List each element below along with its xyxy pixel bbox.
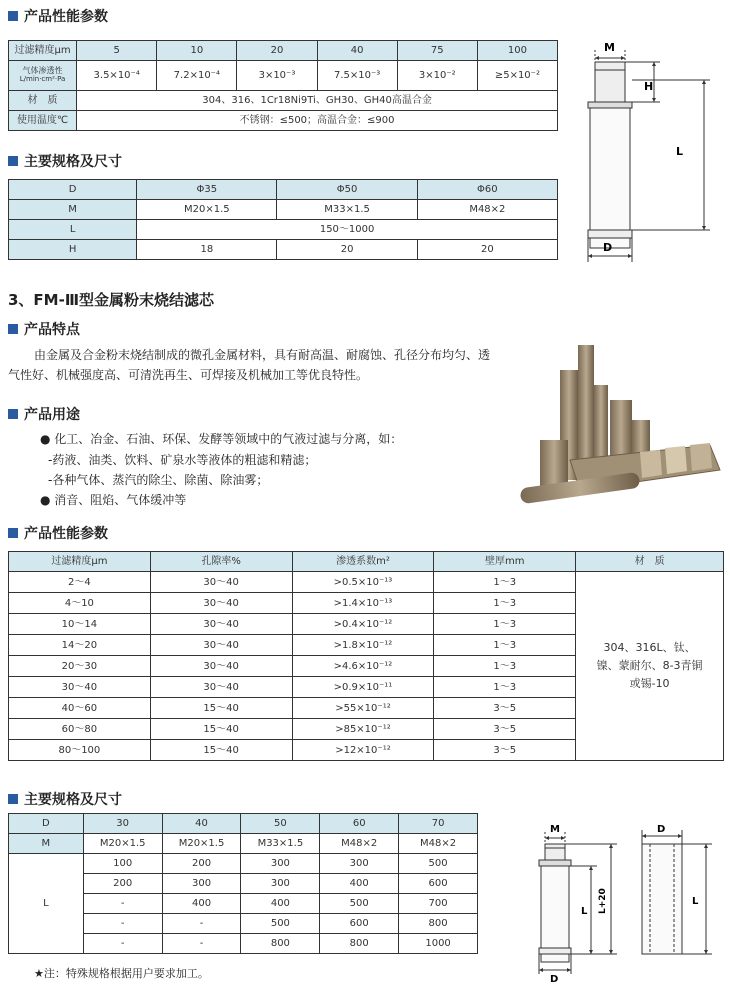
table-cell: 500 — [320, 894, 399, 914]
section-title-specs: 主要规格及尺寸 — [8, 151, 122, 171]
table-cell: M33×1.5 — [277, 200, 417, 220]
filter-dimension-diagram-2 — [525, 822, 625, 984]
table-cell: 400 — [241, 894, 320, 914]
table-cell: 3～5 — [434, 698, 576, 719]
table-cell: 不锈钢：≤500；高温合金：≤900 — [77, 111, 558, 131]
table-cell: 800 — [399, 914, 478, 934]
table-cell: 渗透系数m² — [292, 552, 434, 572]
table-cell: M48×2 — [417, 200, 557, 220]
dim-label-l-plus-20: L+20 — [598, 888, 608, 914]
dim-label-l: L — [676, 145, 684, 158]
table-cell: 10 — [157, 41, 237, 61]
table-cell: >85×10⁻¹² — [292, 719, 434, 740]
table-cell: ≥5×10⁻² — [477, 61, 557, 91]
dim-label-m: M — [604, 41, 615, 54]
table-cell: 3～5 — [434, 719, 576, 740]
dim-label-d: D — [657, 824, 666, 835]
square-bullet-icon — [8, 528, 18, 538]
table-cell: >0.4×10⁻¹² — [292, 614, 434, 635]
table-cell: 气体渗透性 L/min·cm²·Pa — [9, 61, 77, 91]
table-cell: >12×10⁻¹² — [292, 740, 434, 761]
table-cell: L — [9, 220, 137, 240]
section-3-heading: 3、FM-Ⅲ型金属粉末烧结滤芯 — [8, 291, 215, 309]
table-cell: 20 — [277, 240, 417, 260]
table-cell: 40 — [162, 814, 241, 834]
table-cell: 300 — [241, 874, 320, 894]
table-cell: 300 — [162, 874, 241, 894]
table-cell: >1.4×10⁻¹³ — [292, 593, 434, 614]
table-cell: 15～40 — [150, 740, 292, 761]
table-cell: >55×10⁻¹² — [292, 698, 434, 719]
performance-table-1 — [8, 40, 558, 131]
table-cell: 1～3 — [434, 572, 576, 593]
product-photo — [510, 340, 725, 515]
usage-item: -药液、油类、饮料、矿泉水等液体的粗滤和精滤； — [48, 453, 317, 467]
performance-table-2 — [8, 551, 724, 761]
section-title-performance: 产品性能参数 — [8, 6, 108, 26]
table-cell: M20×1.5 — [83, 834, 162, 854]
table-cell: 30～40 — [150, 614, 292, 635]
table-cell: 材 质 — [576, 552, 724, 572]
features-paragraph: 由金属及合金粉末烧结制成的微孔金属材料，具有耐高温、耐腐蚀、孔径分布均匀、透气性好、机械强度高、可清洗再生、可焊接及机械加工等优良特性。 — [8, 348, 491, 382]
table-cell: 30～40 — [150, 572, 292, 593]
table-cell: 40～60 — [9, 698, 151, 719]
usage-item: ● 消音、阻焰、气体缓冲等 — [40, 493, 187, 507]
table-cell: 过滤精度μm — [9, 552, 151, 572]
square-bullet-icon — [8, 794, 18, 804]
square-bullet-icon — [8, 11, 18, 21]
table-cell: 3×10⁻² — [397, 61, 477, 91]
dim-label-m: M — [550, 824, 560, 835]
spec-table-1 — [8, 179, 558, 260]
table-cell: 800 — [320, 934, 399, 954]
square-bullet-icon — [8, 324, 18, 334]
table-cell: 1～3 — [434, 614, 576, 635]
table-cell: Φ35 — [137, 180, 277, 200]
table-cell: 过滤精度μm — [9, 41, 77, 61]
table-cell: 10～14 — [9, 614, 151, 635]
spec-table-2 — [8, 813, 478, 954]
table-cell: 300 — [320, 854, 399, 874]
table-cell: >0.5×10⁻¹³ — [292, 572, 434, 593]
section-title-performance-2: 产品性能参数 — [8, 523, 108, 543]
table-cell: 200 — [83, 874, 162, 894]
table-cell: 1～3 — [434, 656, 576, 677]
table-cell: 1000 — [399, 934, 478, 954]
table-cell: L — [9, 854, 84, 954]
table-cell: 材 质 — [9, 91, 77, 111]
table-cell: 70 — [399, 814, 478, 834]
table-cell: 304、316、1Cr18Ni9Ti、GH30、GH40高温合金 — [77, 91, 558, 111]
dim-label-h: H — [644, 80, 654, 93]
table-cell: 30～40 — [150, 656, 292, 677]
table-cell: 30 — [83, 814, 162, 834]
table-cell: 孔隙率% — [150, 552, 292, 572]
table-cell: 20～30 — [9, 656, 151, 677]
table-cell: 400 — [320, 874, 399, 894]
table-cell: 3.5×10⁻⁴ — [77, 61, 157, 91]
table-cell: 60～80 — [9, 719, 151, 740]
table-cell: 60 — [320, 814, 399, 834]
dim-label-d: D — [550, 974, 559, 984]
square-bullet-icon — [8, 156, 18, 166]
square-bullet-icon — [8, 409, 18, 419]
table-cell: - — [83, 914, 162, 934]
material-cell: 304、316L、钛、 镍、蒙耐尔、8-3青铜 或锡-10 — [576, 572, 724, 761]
table-cell: 1～3 — [434, 677, 576, 698]
table-cell: 80～100 — [9, 740, 151, 761]
table-cell: 7.5×10⁻³ — [317, 61, 397, 91]
table-cell: M48×2 — [320, 834, 399, 854]
section-title-usage: 产品用途 — [8, 404, 80, 424]
section-title-specs-2: 主要规格及尺寸 — [8, 789, 122, 809]
table-cell: 50 — [241, 814, 320, 834]
table-cell: 100 — [477, 41, 557, 61]
table-cell: 20 — [417, 240, 557, 260]
table-cell: 2～4 — [9, 572, 151, 593]
usage-item: ● 化工、冶金、石油、环保、发酵等领域中的气液过滤与分离，如： — [40, 432, 403, 446]
table-cell: - — [162, 934, 241, 954]
table-cell: 200 — [162, 854, 241, 874]
table-cell: 3～5 — [434, 740, 576, 761]
table-cell: M20×1.5 — [137, 200, 277, 220]
dim-label-l: L — [692, 896, 699, 907]
section-title-features: 产品特点 — [8, 319, 80, 339]
table-cell: M — [9, 834, 84, 854]
table-cell: 15～40 — [150, 719, 292, 740]
table-cell: 700 — [399, 894, 478, 914]
table-cell: 30～40 — [9, 677, 151, 698]
table-cell: 500 — [241, 914, 320, 934]
table-cell: 40 — [317, 41, 397, 61]
table-cell: 500 — [399, 854, 478, 874]
table-cell: Φ60 — [417, 180, 557, 200]
table-cell: M48×2 — [399, 834, 478, 854]
table-cell: - — [83, 934, 162, 954]
table-cell: 600 — [320, 914, 399, 934]
table-cell: >0.9×10⁻¹¹ — [292, 677, 434, 698]
table-cell: 18 — [137, 240, 277, 260]
table-cell: Φ50 — [277, 180, 417, 200]
table-cell: 100 — [83, 854, 162, 874]
table-cell: M33×1.5 — [241, 834, 320, 854]
footnote: ★注：特殊规格根据用户要求加工。 — [34, 967, 209, 980]
table-cell: 20 — [237, 41, 317, 61]
table-cell: 5 — [77, 41, 157, 61]
table-cell: 1～3 — [434, 635, 576, 656]
table-cell: 75 — [397, 41, 477, 61]
table-cell: 壁厚mm — [434, 552, 576, 572]
table-cell: 30～40 — [150, 677, 292, 698]
table-cell: 400 — [162, 894, 241, 914]
table-cell: 150～1000 — [137, 220, 558, 240]
table-cell: 600 — [399, 874, 478, 894]
table-cell: 3×10⁻³ — [237, 61, 317, 91]
table-cell: 1～3 — [434, 593, 576, 614]
table-cell: - — [83, 894, 162, 914]
table-cell: H — [9, 240, 137, 260]
table-cell: - — [162, 914, 241, 934]
dim-label-l: L — [581, 906, 588, 917]
table-cell: 800 — [241, 934, 320, 954]
usage-item: -各种气体、蒸汽的除尘、除菌、除油雾； — [48, 473, 269, 487]
table-cell: 30～40 — [150, 635, 292, 656]
table-cell: 30～40 — [150, 593, 292, 614]
dim-label-d: D — [603, 241, 613, 254]
filter-dimension-diagram-1 — [570, 40, 720, 265]
table-cell: 4～10 — [9, 593, 151, 614]
table-cell: M — [9, 200, 137, 220]
table-cell: >4.6×10⁻¹² — [292, 656, 434, 677]
table-cell: 14～20 — [9, 635, 151, 656]
table-cell: M20×1.5 — [162, 834, 241, 854]
filter-dimension-diagram-3 — [630, 822, 725, 962]
table-cell: D — [9, 814, 84, 834]
table-cell: 15～40 — [150, 698, 292, 719]
table-cell: D — [9, 180, 137, 200]
table-cell: 7.2×10⁻⁴ — [157, 61, 237, 91]
table-cell: 使用温度℃ — [9, 111, 77, 131]
table-cell: >1.8×10⁻¹² — [292, 635, 434, 656]
table-cell: 300 — [241, 854, 320, 874]
